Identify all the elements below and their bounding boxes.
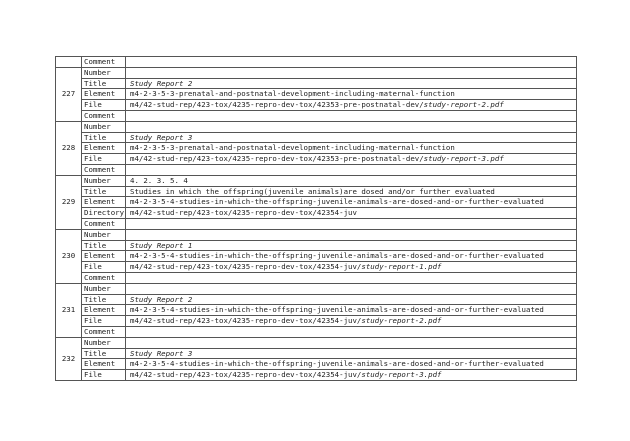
field-value-text: m4-2-3-5-4-studies-in-which-the-offspring-juvenile-animals-are-dosed-and-or-further-evaluated: [130, 251, 544, 261]
table-row: [56, 262, 577, 273]
field-value: [126, 208, 577, 219]
field-label: Comment: [82, 164, 126, 175]
field-value: [126, 229, 577, 240]
field-value: [126, 89, 577, 100]
field-label: File: [82, 154, 126, 165]
row-number-cell: [56, 57, 82, 68]
field-value-text: m4-2-3-5-4-studies-in-which-the-offspring-juvenile-animals-are-dosed-and-or-further-evaluated: [130, 197, 544, 207]
field-value: [126, 132, 577, 143]
field-label: Title: [82, 294, 126, 305]
field-label: Title: [82, 348, 126, 359]
field-label: Comment: [82, 272, 126, 283]
field-label: Title: [82, 78, 126, 89]
field-value: [126, 67, 577, 78]
field-value: [126, 110, 577, 121]
field-value: [126, 272, 577, 283]
row-number-cell: 228: [56, 121, 82, 175]
row-number-cell: 231: [56, 283, 82, 337]
table-row: [56, 229, 577, 240]
field-value-text: Study Report 3: [130, 348, 193, 358]
field-label: Element: [82, 359, 126, 370]
table-row: [56, 218, 577, 229]
field-label: Title: [82, 240, 126, 251]
field-value: [126, 305, 577, 316]
file-name-text: study-report-1.pdf: [361, 262, 442, 272]
field-value: [126, 100, 577, 111]
table-row: [56, 78, 577, 89]
field-value-text: m4/42-stud-rep/423-tox/4235-repro-dev-tox/42353-pre-postnatal-dev/: [130, 100, 424, 110]
field-label: File: [82, 316, 126, 327]
field-label: Number: [82, 175, 126, 186]
field-value: [126, 294, 577, 305]
field-value: [126, 240, 577, 251]
table-row: [56, 175, 577, 186]
field-label: File: [82, 100, 126, 111]
row-number-cell: 230: [56, 229, 82, 283]
field-value: [126, 164, 577, 175]
field-value: [126, 251, 577, 262]
field-label: Number: [82, 283, 126, 294]
table-row: [56, 337, 577, 348]
field-label: Number: [82, 337, 126, 348]
field-value-text: 4. 2. 3. 5. 4: [130, 175, 188, 185]
table-row: [56, 110, 577, 121]
table-row: [56, 89, 577, 100]
table-row: [56, 348, 577, 359]
table-row: [56, 100, 577, 111]
field-value: [126, 175, 577, 186]
table-row: [56, 121, 577, 132]
field-value: [126, 197, 577, 208]
table-row: [56, 208, 577, 219]
table-body: [56, 57, 577, 381]
field-value: [126, 283, 577, 294]
field-value-text: m4-2-3-5-4-studies-in-which-the-offspring-juvenile-animals-are-dosed-and-or-further-evaluated: [130, 305, 544, 315]
field-label: Comment: [82, 110, 126, 121]
table-row: [56, 272, 577, 283]
table-row: [56, 240, 577, 251]
field-value-text: m4-2-3-5-4-studies-in-which-the-offspring-juvenile-animals-are-dosed-and-or-further-evaluated: [130, 359, 544, 369]
table-row: [56, 197, 577, 208]
field-value: [126, 337, 577, 348]
field-value: [126, 359, 577, 370]
field-label: Number: [82, 67, 126, 78]
field-value-text: m4/42-stud-rep/423-tox/4235-repro-dev-tox/42353-pre-postnatal-dev/: [130, 154, 424, 164]
row-number-cell: 227: [56, 67, 82, 121]
document-table: [55, 56, 577, 381]
field-value: [126, 348, 577, 359]
field-value-text: Study Report 1: [130, 240, 193, 250]
field-value-text: Study Report 2: [130, 78, 193, 88]
field-value: [126, 143, 577, 154]
table-row: [56, 186, 577, 197]
field-value: [126, 370, 577, 381]
field-label: Element: [82, 197, 126, 208]
field-value-text: m4-2-3-5-3-prenatal-and-postnatal-development-including-maternal-function: [130, 89, 455, 99]
field-label: Element: [82, 251, 126, 262]
field-label: Title: [82, 132, 126, 143]
field-value-text: m4/42-stud-rep/423-tox/4235-repro-dev-tox/42354-juv/: [130, 316, 362, 326]
table-row: [56, 164, 577, 175]
field-label: File: [82, 262, 126, 273]
field-value: [126, 57, 577, 68]
table-row: [56, 283, 577, 294]
field-value-text: m4/42-stud-rep/423-tox/4235-repro-dev-tox/42354-juv/: [130, 262, 362, 272]
field-value-text: m4/42-stud-rep/423-tox/4235-repro-dev-tox/42354-juv: [130, 208, 357, 218]
table-row: [56, 132, 577, 143]
table-row: [56, 305, 577, 316]
table-row: [56, 294, 577, 305]
table-row: [56, 57, 577, 68]
field-value: [126, 78, 577, 89]
field-label: Element: [82, 89, 126, 100]
field-value-text: Studies in which the offspring(juvenile animals)are dosed and/or further evaluated: [130, 186, 495, 196]
field-label: Number: [82, 121, 126, 132]
file-name-text: study-report-2.pdf: [361, 316, 442, 326]
field-label: Title: [82, 186, 126, 197]
field-value: [126, 326, 577, 337]
table-row: [56, 316, 577, 327]
field-value: [126, 186, 577, 197]
table-row: [56, 154, 577, 165]
field-value: [126, 316, 577, 327]
field-value: [126, 262, 577, 273]
table-row: [56, 326, 577, 337]
file-name-text: study-report-3.pdf: [361, 370, 442, 380]
table-row: [56, 370, 577, 381]
field-label: Element: [82, 143, 126, 154]
table-row: [56, 359, 577, 370]
field-value-text: Study Report 2: [130, 294, 193, 304]
field-label: Comment: [82, 326, 126, 337]
field-value: [126, 218, 577, 229]
field-label: Directory: [82, 208, 126, 219]
field-value-text: Study Report 3: [130, 132, 193, 142]
row-number-cell: 232: [56, 337, 82, 380]
file-name-text: study-report-3.pdf: [423, 154, 504, 164]
field-label: Number: [82, 229, 126, 240]
field-label: Comment: [82, 218, 126, 229]
table-row: [56, 143, 577, 154]
field-value: [126, 154, 577, 165]
field-value: [126, 121, 577, 132]
field-label: File: [82, 370, 126, 381]
row-number-cell: 229: [56, 175, 82, 229]
file-name-text: study-report-2.pdf: [423, 100, 504, 110]
field-value-text: m4/42-stud-rep/423-tox/4235-repro-dev-tox/42354-juv/: [130, 370, 362, 380]
table-row: [56, 67, 577, 78]
field-value-text: m4-2-3-5-3-prenatal-and-postnatal-development-including-maternal-function: [130, 143, 455, 153]
field-label: Element: [82, 305, 126, 316]
field-label: Comment: [82, 57, 126, 68]
table-row: [56, 251, 577, 262]
